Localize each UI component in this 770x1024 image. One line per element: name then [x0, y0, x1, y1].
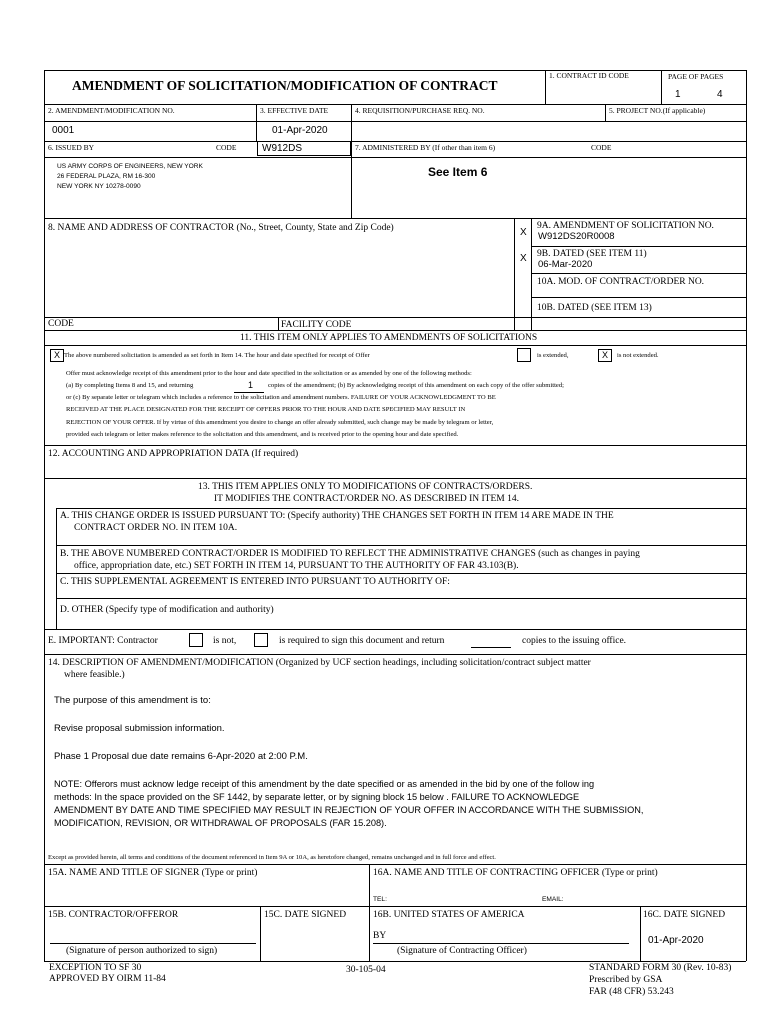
note-line-3: AMENDMENT BY DATE AND TIME SPECIFIED MAY RESULT IN REJECTION OF YOUR OFFER IN ACCORDANCE WITH THE SUBMISSION, [54, 805, 644, 815]
copies-count[interactable]: 1 [248, 380, 254, 390]
contractor-name-address-label: 8. NAME AND ADDRESS OF CONTRACTOR (No., Street, County, State and Zip Code) [48, 223, 394, 233]
item-11-para-2a: (a) By completing Items 8 and 15, and returning [66, 382, 194, 389]
officer-name-label: 16A. NAME AND TITLE OF CONTRACTING OFFICER (Type or print) [373, 868, 658, 878]
page-of-pages-label: PAGE OF PAGES [668, 72, 724, 81]
item-11-para-1: Offer must acknowledge receipt of this amendment prior to the hour and date specified in the solicitation or as amended by one of the following methods: [66, 370, 472, 377]
item-11-para-5: REJECTION OF YOUR OFFER. If by virtue of this amendment you desire to change an offer already submitted, such change may be made by telegram or letter, [66, 419, 494, 426]
item-13d: D. OTHER (Specify type of modification and authority) [60, 605, 274, 615]
administered-by-label: 7. ADMINISTERED BY (If other than item 6) [355, 143, 496, 152]
issuer-address-line-3: NEW YORK NY 10278-0090 [57, 183, 141, 190]
item-9a-checkmark[interactable]: X [520, 227, 527, 238]
extended-text: is extended, [537, 352, 569, 359]
page-total: 4 [717, 89, 723, 100]
item-11-heading: 11. THIS ITEM ONLY APPLIES TO AMENDMENTS OF SOLICITATIONS [240, 333, 538, 343]
issued-by-code-label: CODE [216, 143, 237, 152]
item-13c: C. THIS SUPPLEMENTAL AGREEMENT IS ENTERED INTO PURSUANT TO AUTHORITY OF: [60, 577, 450, 587]
item-10b-label: 10B. DATED (SEE ITEM 13) [537, 303, 652, 313]
requisition-label: 4. REQUISITION/PURCHASE REQ. NO. [355, 106, 485, 115]
facility-code-label: FACILITY CODE [281, 320, 352, 330]
far-text: FAR (48 CFR) 53.243 [589, 987, 674, 997]
issuer-address-line-1: US ARMY CORPS OF ENGINEERS, NEW YORK [57, 163, 203, 170]
item-11-para-3: or (c) By separate letter or telegram which includes a reference to the solicitation and amendment numbers. FAILURE OF YOUR ACKNOWLEDGMENT TO BE [66, 394, 496, 401]
item-9a-label: 9A. AMENDMENT OF SOLICITATION NO. [537, 221, 714, 231]
contractor-date-signed-label: 15C. DATE SIGNED [264, 910, 347, 920]
solicitation-number[interactable]: W912DS20R0008 [538, 231, 615, 242]
form-number: 30-105-04 [346, 965, 386, 975]
item-9b-label: 9B. DATED (SEE ITEM 11) [537, 249, 647, 259]
revise-line: Revise proposal submission information. [54, 723, 225, 734]
form-title: AMENDMENT OF SOLICITATION/MODIFICATION OF CONTRACT [72, 78, 498, 93]
standard-form-text: STANDARD FORM 30 (Rev. 10-83) [589, 963, 732, 973]
item-13a-line-1: A. THIS CHANGE ORDER IS ISSUED PURSUANT TO: (Specify authority) THE CHANGES SET FORTH IN ITEM 14 ARE MADE IN THE [60, 511, 614, 521]
item-14-label-2: where feasible.) [64, 670, 125, 680]
extended-checkbox[interactable] [517, 348, 531, 362]
item-11-para-4: RECEIVED AT THE PLACE DESIGNATED FOR THE RECEIPT OF OFFERS PRIOR TO THE HOUR AND DATE SPECIFIED MAY RESULT IN [66, 406, 466, 413]
contract-id-label: 1. CONTRACT ID CODE [549, 71, 629, 80]
note-line-2: methods: In the space provided on the SF 1442, by separate letter, or by signing block 15 below . FAILURE TO ACKNOWLEDGE [54, 792, 580, 802]
contractor-code-label: CODE [48, 319, 74, 329]
officer-date-signed-value[interactable]: 01-Apr-2020 [648, 935, 704, 946]
item-13-heading-2: IT MODIFIES THE CONTRACT/ORDER NO. AS DESCRIBED IN ITEM 14. [214, 494, 519, 504]
amended-text: The above numbered solicitation is amended as set forth in Item 14. The hour and date specified for receipt of Offer [64, 352, 370, 359]
officer-signature-caption: (Signature of Contracting Officer) [397, 946, 527, 956]
is-not-text: is not, [213, 636, 237, 646]
signer-name-label: 15A. NAME AND TITLE OF SIGNER (Type or print) [48, 868, 258, 878]
issuer-address-line-2: 26 FEDERAL PLAZA, RM 16-300 [57, 173, 156, 180]
administered-by-code-label: CODE [591, 143, 612, 152]
copies-text: copies to the issuing office. [522, 636, 627, 646]
amendment-no-label: 2. AMENDMENT/MODIFICATION NO. [48, 106, 175, 115]
officer-date-signed-label: 16C. DATE SIGNED [643, 910, 726, 920]
see-item-6: See Item 6 [428, 165, 488, 179]
exception-text: EXCEPTION TO SF 30 [49, 963, 142, 973]
purpose-line: The purpose of this amendment is to: [54, 695, 211, 706]
project-no-label: 5. PROJECT NO.(If applicable) [609, 106, 706, 115]
by-label: BY [373, 931, 387, 941]
unchanged-terms-text: Except as provided herein, all terms and conditions of the document referenced in Item 9A or 10A, as heretofore changed, remains unchanged and in full force and effect. [48, 854, 496, 861]
effective-date-label: 3. EFFECTIVE DATE [260, 106, 329, 115]
amendment-no-value[interactable]: 0001 [52, 125, 75, 136]
issued-by-label: 6. ISSUED BY [48, 143, 95, 152]
item-10a-label: 10A. MOD. OF CONTRACT/ORDER NO. [537, 277, 705, 287]
note-line-1: NOTE: Offerors must acknow ledge receipt of this amendment by the date specified or as amended in the bid by one of the follow ing [54, 779, 595, 789]
tel-label: TEL: [373, 896, 387, 903]
item-9b-checkmark[interactable]: X [520, 253, 527, 264]
item-13b-line-2: office, appropriation date, etc.) SET FORTH IN ITEM 14, PURSUANT TO THE AUTHORITY OF FAR 43.103(B). [74, 561, 519, 571]
note-line-4: MODIFICATION, REVISION, OR WITHDRAWAL OF PROPOSALS (FAR 15.208). [54, 818, 387, 828]
not-extended-text: is not extended. [617, 352, 659, 359]
is-required-checkbox[interactable] [254, 633, 268, 647]
is-required-text: is required to sign this document and return [279, 636, 445, 646]
email-label: EMAIL: [542, 896, 564, 903]
usa-label: 16B. UNITED STATES OF AMERICA [373, 910, 525, 920]
effective-date-value[interactable]: 01-Apr-2020 [272, 125, 328, 136]
contractor-offeror-label: 15B. CONTRACTOR/OFFEROR [48, 910, 179, 920]
amended-checkbox[interactable]: X [50, 349, 64, 362]
issued-by-code-value[interactable]: W912DS [262, 143, 303, 154]
item-11-para-2b: copies of the amendment; (b) By acknowledging receipt of this amendment on each copy of the offer submitted; [268, 382, 564, 389]
due-date-line: Phase 1 Proposal due date remains 6-Apr-2020 at 2:00 P.M. [54, 751, 308, 762]
approved-text: APPROVED BY OIRM 11-84 [49, 974, 166, 984]
item-9b-date[interactable]: 06-Mar-2020 [538, 259, 593, 270]
item-13b-line-1: B. THE ABOVE NUMBERED CONTRACT/ORDER IS MODIFIED TO REFLECT THE ADMINISTRATIVE CHANGES (such as changes in paying [60, 549, 640, 559]
important-label: E. IMPORTANT: Contractor [48, 636, 158, 646]
page-number: 1 [675, 89, 681, 100]
not-extended-checkbox[interactable]: X [598, 349, 612, 362]
is-not-checkbox[interactable] [189, 633, 203, 647]
item-12-label: 12. ACCOUNTING AND APPROPRIATION DATA (If required) [48, 449, 299, 459]
item-14-label-1: 14. DESCRIPTION OF AMENDMENT/MODIFICATION (Organized by UCF section headings, including solicitation/contract subject matter [48, 658, 591, 668]
item-11-para-6: provided each telegram or letter makes reference to the solicitation and this amendment, and is received prior to the opening hour and date specified. [66, 431, 459, 438]
item-13a-line-2: CONTRACT ORDER NO. IN ITEM 10A. [74, 523, 238, 533]
item-13-heading-1: 13. THIS ITEM APPLIES ONLY TO MODIFICATIONS OF CONTRACTS/ORDERS. [198, 482, 533, 492]
prescribed-text: Prescribed by GSA [589, 975, 663, 985]
contractor-signature-caption: (Signature of person authorized to sign) [66, 946, 218, 956]
